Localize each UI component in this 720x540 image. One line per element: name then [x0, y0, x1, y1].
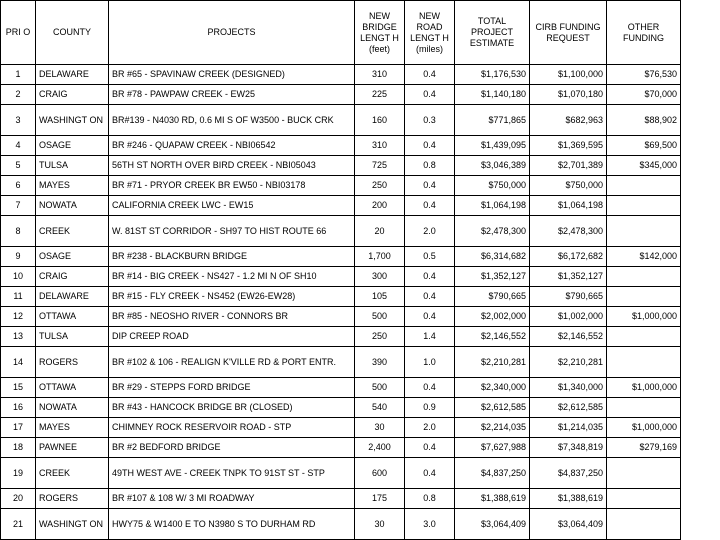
row-project: BR #65 - SPAVINAW CREEK (DESIGNED): [109, 65, 355, 85]
row-county: DELAWARE: [36, 65, 109, 85]
row-county: CREEK: [36, 458, 109, 489]
row-other-funding: [607, 347, 681, 378]
header-county: COUNTY: [36, 1, 109, 65]
row-bridge-length: 30: [355, 418, 405, 438]
row-project: BR#139 - N4030 RD, 0.6 MI S OF W3500 - BUCK CRK: [109, 105, 355, 136]
row-road-length: 0.4: [405, 65, 455, 85]
row-bridge-length: 500: [355, 307, 405, 327]
header-row: [1, 1, 681, 65]
row-priority: 12: [1, 307, 36, 327]
row-road-length: 0.4: [405, 287, 455, 307]
row-priority: 7: [1, 196, 36, 216]
row-priority: 19: [1, 458, 36, 489]
row-project: HWY75 & W1400 E TO N3980 S TO DURHAM RD: [109, 509, 355, 540]
row-bridge-length: 30: [355, 509, 405, 540]
row-project: 49TH WEST AVE - CREEK TNPK TO 91ST ST - STP: [109, 458, 355, 489]
row-county: CREEK: [36, 216, 109, 247]
row-priority: 17: [1, 418, 36, 438]
table-row: [1, 196, 681, 216]
row-county: TULSA: [36, 156, 109, 176]
row-county: WASHINGT ON: [36, 105, 109, 136]
row-other-funding: [607, 509, 681, 540]
row-road-length: 0.8: [405, 489, 455, 509]
row-cirb-request: $1,002,000: [530, 307, 607, 327]
table-row: [1, 438, 681, 458]
row-other-funding: [607, 398, 681, 418]
row-bridge-length: 310: [355, 65, 405, 85]
row-other-funding: $70,000: [607, 85, 681, 105]
row-project: BR #43 - HANCOCK BRIDGE BR (CLOSED): [109, 398, 355, 418]
row-priority: 14: [1, 347, 36, 378]
row-estimate: $1,352,127: [455, 267, 530, 287]
row-bridge-length: 540: [355, 398, 405, 418]
row-priority: 21: [1, 509, 36, 540]
table-row: [1, 509, 681, 540]
row-cirb-request: $2,210,281: [530, 347, 607, 378]
row-cirb-request: $1,340,000: [530, 378, 607, 398]
row-county: DELAWARE: [36, 287, 109, 307]
row-priority: 13: [1, 327, 36, 347]
row-cirb-request: $1,214,035: [530, 418, 607, 438]
table-row: [1, 287, 681, 307]
row-priority: 8: [1, 216, 36, 247]
row-road-length: 0.4: [405, 136, 455, 156]
row-bridge-length: 725: [355, 156, 405, 176]
row-estimate: $2,002,000: [455, 307, 530, 327]
row-road-length: 0.4: [405, 458, 455, 489]
table-row: [1, 216, 681, 247]
row-road-length: 0.5: [405, 247, 455, 267]
row-road-length: 0.8: [405, 156, 455, 176]
row-other-funding: $1,000,000: [607, 378, 681, 398]
table-row: [1, 307, 681, 327]
table-row: [1, 378, 681, 398]
row-cirb-request: $1,064,198: [530, 196, 607, 216]
row-estimate: $2,612,585: [455, 398, 530, 418]
table-row: [1, 105, 681, 136]
row-project: BR #107 & 108 W/ 3 MI ROADWAY: [109, 489, 355, 509]
row-priority: 11: [1, 287, 36, 307]
row-bridge-length: 1,700: [355, 247, 405, 267]
header-cirb: CIRB FUNDING REQUEST: [530, 1, 607, 65]
row-road-length: 3.0: [405, 509, 455, 540]
row-bridge-length: 300: [355, 267, 405, 287]
row-estimate: $2,146,552: [455, 327, 530, 347]
row-other-funding: $142,000: [607, 247, 681, 267]
row-other-funding: $88,902: [607, 105, 681, 136]
row-cirb-request: $790,665: [530, 287, 607, 307]
row-bridge-length: 20: [355, 216, 405, 247]
row-other-funding: $1,000,000: [607, 418, 681, 438]
row-estimate: $3,046,389: [455, 156, 530, 176]
row-road-length: 2.0: [405, 216, 455, 247]
row-estimate: $2,210,281: [455, 347, 530, 378]
table-row: [1, 347, 681, 378]
row-cirb-request: $2,478,300: [530, 216, 607, 247]
row-county: ROGERS: [36, 347, 109, 378]
row-bridge-length: 500: [355, 378, 405, 398]
header-road-length: NEW ROAD LENGT H (miles): [405, 1, 455, 65]
row-cirb-request: $4,837,250: [530, 458, 607, 489]
table-row: [1, 398, 681, 418]
row-road-length: 0.4: [405, 267, 455, 287]
row-estimate: $2,214,035: [455, 418, 530, 438]
row-road-length: 0.4: [405, 196, 455, 216]
row-priority: 3: [1, 105, 36, 136]
row-cirb-request: $2,146,552: [530, 327, 607, 347]
row-estimate: $2,478,300: [455, 216, 530, 247]
row-project: BR #246 - QUAPAW CREEK - NBI06542: [109, 136, 355, 156]
row-project: BR #29 - STEPPS FORD BRIDGE: [109, 378, 355, 398]
row-estimate: $1,176,530: [455, 65, 530, 85]
row-cirb-request: $750,000: [530, 176, 607, 196]
row-bridge-length: 175: [355, 489, 405, 509]
row-cirb-request: $7,348,819: [530, 438, 607, 458]
row-cirb-request: $1,352,127: [530, 267, 607, 287]
row-estimate: $4,837,250: [455, 458, 530, 489]
row-priority: 5: [1, 156, 36, 176]
row-estimate: $1,064,198: [455, 196, 530, 216]
row-other-funding: [607, 458, 681, 489]
row-county: OTTAWA: [36, 378, 109, 398]
header-other: OTHER FUNDING: [607, 1, 681, 65]
row-project: DIP CREEP ROAD: [109, 327, 355, 347]
table-row: [1, 176, 681, 196]
row-estimate: $790,665: [455, 287, 530, 307]
table-row: [1, 156, 681, 176]
row-other-funding: $1,000,000: [607, 307, 681, 327]
table-row: [1, 489, 681, 509]
row-other-funding: [607, 176, 681, 196]
row-priority: 9: [1, 247, 36, 267]
table-row: [1, 65, 681, 85]
row-project: BR #71 - PRYOR CREEK BR EW50 - NBI03178: [109, 176, 355, 196]
row-cirb-request: $1,100,000: [530, 65, 607, 85]
row-other-funding: [607, 267, 681, 287]
row-other-funding: [607, 196, 681, 216]
row-priority: 2: [1, 85, 36, 105]
row-bridge-length: 600: [355, 458, 405, 489]
row-priority: 20: [1, 489, 36, 509]
row-priority: 1: [1, 65, 36, 85]
row-priority: 4: [1, 136, 36, 156]
row-project: CHIMNEY ROCK RESERVOIR ROAD - STP: [109, 418, 355, 438]
row-bridge-length: 310: [355, 136, 405, 156]
row-road-length: 2.0: [405, 418, 455, 438]
row-bridge-length: 160: [355, 105, 405, 136]
row-road-length: 0.4: [405, 438, 455, 458]
row-county: PAWNEE: [36, 438, 109, 458]
row-county: WASHINGT ON: [36, 509, 109, 540]
row-cirb-request: $2,612,585: [530, 398, 607, 418]
row-project: BR #102 & 106 - REALIGN K'VILLE RD & PORT ENTR.: [109, 347, 355, 378]
row-bridge-length: 105: [355, 287, 405, 307]
row-estimate: $7,627,988: [455, 438, 530, 458]
row-cirb-request: $1,369,595: [530, 136, 607, 156]
table-row: [1, 267, 681, 287]
row-road-length: 0.4: [405, 85, 455, 105]
row-project: BR #78 - PAWPAW CREEK - EW25: [109, 85, 355, 105]
row-cirb-request: $1,070,180: [530, 85, 607, 105]
row-other-funding: $279,169: [607, 438, 681, 458]
row-road-length: 0.4: [405, 378, 455, 398]
row-other-funding: [607, 216, 681, 247]
row-priority: 16: [1, 398, 36, 418]
row-estimate: $771,865: [455, 105, 530, 136]
row-county: MAYES: [36, 176, 109, 196]
row-project: CALIFORNIA CREEK LWC - EW15: [109, 196, 355, 216]
row-other-funding: [607, 287, 681, 307]
row-priority: 18: [1, 438, 36, 458]
row-priority: 15: [1, 378, 36, 398]
row-county: OSAGE: [36, 136, 109, 156]
row-county: OTTAWA: [36, 307, 109, 327]
row-project: 56TH ST NORTH OVER BIRD CREEK - NBI05043: [109, 156, 355, 176]
row-cirb-request: $6,172,682: [530, 247, 607, 267]
table-row: [1, 136, 681, 156]
row-project: BR #15 - FLY CREEK - NS452 (EW26-EW28): [109, 287, 355, 307]
header-estimate: TOTAL PROJECT ESTIMATE: [455, 1, 530, 65]
row-road-length: 0.9: [405, 398, 455, 418]
row-bridge-length: 200: [355, 196, 405, 216]
table-row: [1, 418, 681, 438]
row-estimate: $3,064,409: [455, 509, 530, 540]
row-priority: 6: [1, 176, 36, 196]
row-road-length: 1.0: [405, 347, 455, 378]
row-other-funding: $76,530: [607, 65, 681, 85]
row-road-length: 0.4: [405, 307, 455, 327]
row-other-funding: [607, 327, 681, 347]
table-row: [1, 327, 681, 347]
header-bridge-length: NEW BRIDGE LENGT H (feet): [355, 1, 405, 65]
row-county: NOWATA: [36, 398, 109, 418]
row-other-funding: $69,500: [607, 136, 681, 156]
row-cirb-request: $2,701,389: [530, 156, 607, 176]
row-estimate: $750,000: [455, 176, 530, 196]
row-cirb-request: $3,064,409: [530, 509, 607, 540]
row-estimate: $2,340,000: [455, 378, 530, 398]
row-estimate: $6,314,682: [455, 247, 530, 267]
row-bridge-length: 390: [355, 347, 405, 378]
row-other-funding: [607, 489, 681, 509]
row-project: BR #238 - BLACKBURN BRIDGE: [109, 247, 355, 267]
row-project: BR #2 BEDFORD BRIDGE: [109, 438, 355, 458]
row-project: W. 81ST ST CORRIDOR - SH97 TO HIST ROUTE 66: [109, 216, 355, 247]
row-county: MAYES: [36, 418, 109, 438]
row-bridge-length: 2,400: [355, 438, 405, 458]
header-pri: PRI O: [1, 1, 36, 65]
header-projects: PROJECTS: [109, 1, 355, 65]
row-estimate: $1,439,095: [455, 136, 530, 156]
row-project: BR #85 - NEOSHO RIVER - CONNORS BR: [109, 307, 355, 327]
row-bridge-length: 250: [355, 327, 405, 347]
row-county: ROGERS: [36, 489, 109, 509]
table-row: [1, 247, 681, 267]
row-road-length: 1.4: [405, 327, 455, 347]
row-road-length: 0.3: [405, 105, 455, 136]
row-cirb-request: $682,963: [530, 105, 607, 136]
row-county: CRAIG: [36, 267, 109, 287]
row-bridge-length: 225: [355, 85, 405, 105]
table-row: [1, 85, 681, 105]
row-road-length: 0.4: [405, 176, 455, 196]
table-row: [1, 458, 681, 489]
row-other-funding: $345,000: [607, 156, 681, 176]
row-county: NOWATA: [36, 196, 109, 216]
row-project: BR #14 - BIG CREEK - NS427 - 1.2 MI N OF SH10: [109, 267, 355, 287]
row-estimate: $1,140,180: [455, 85, 530, 105]
row-county: OSAGE: [36, 247, 109, 267]
row-cirb-request: $1,388,619: [530, 489, 607, 509]
row-county: TULSA: [36, 327, 109, 347]
row-county: CRAIG: [36, 85, 109, 105]
row-bridge-length: 250: [355, 176, 405, 196]
row-priority: 10: [1, 267, 36, 287]
row-estimate: $1,388,619: [455, 489, 530, 509]
